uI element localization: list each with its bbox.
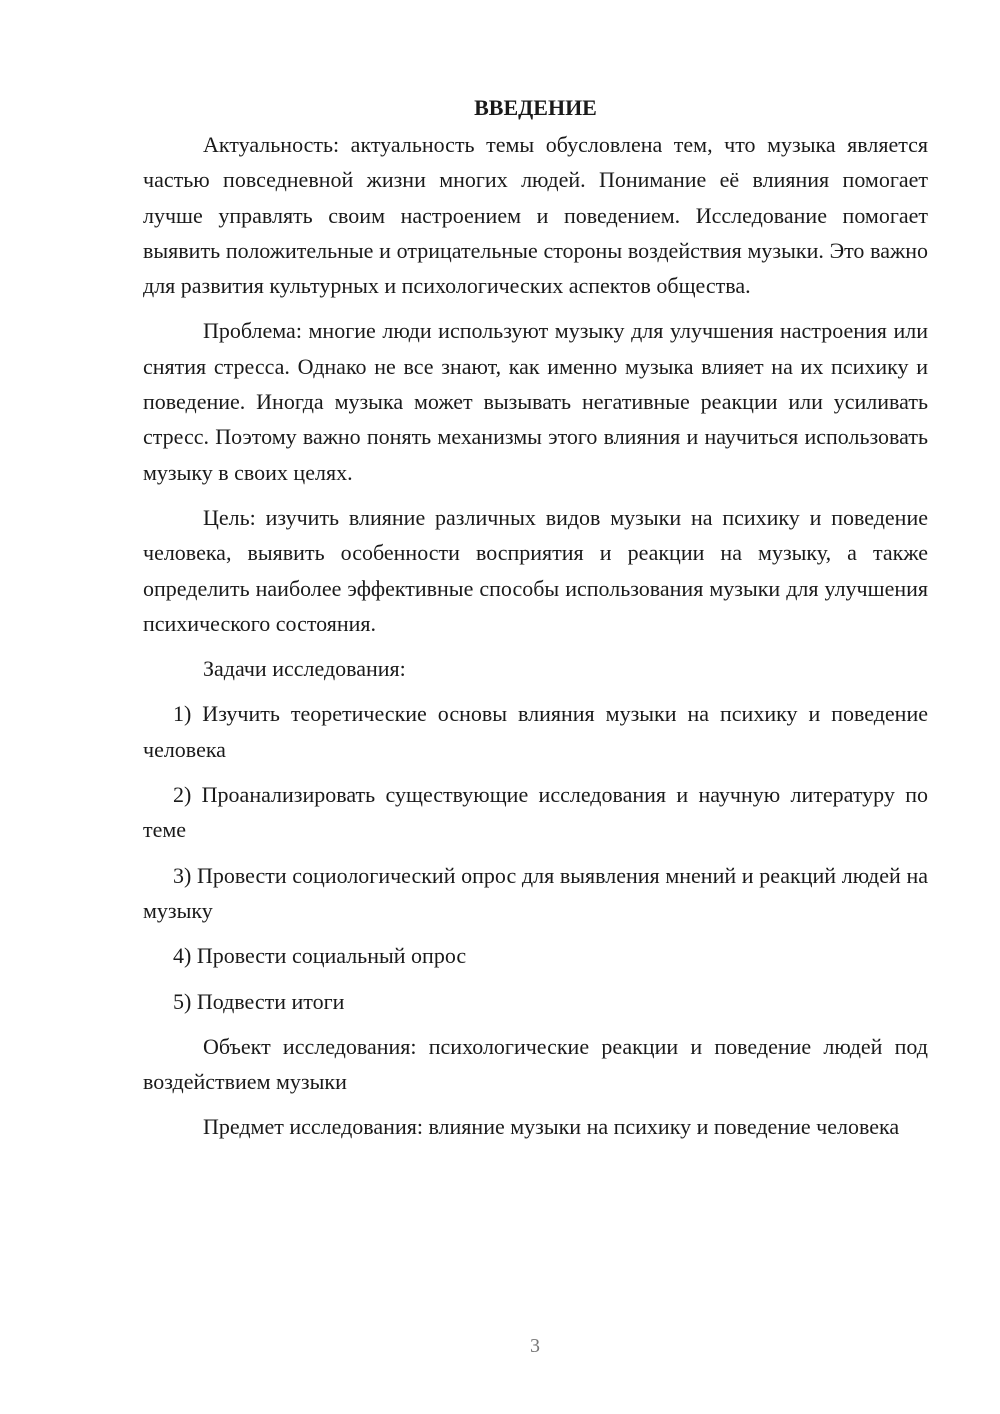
goal-paragraph: Цель: изучить влияние различных видов музыки на психику и поведение человека, выявить особенности восприятия и реакции на музыку, а также определить наиболее эффективные способы использования музыки для улучшения психического состояния. [143,504,928,636]
page-number: 3 [530,1335,540,1357]
tasks-heading: Задачи исследования: [203,656,406,682]
task-item-3: 3) Провести социологический опрос для выявления мнений и реакций людей на музыку [143,862,928,923]
subject-paragraph: Предмет исследования: влияние музыки на психику и поведение человека [203,1114,900,1140]
relevance-paragraph: Актуальность: актуальность темы обусловлена тем, что музыка является частью повседневной жизни многих людей. Понимание её влияния помогает лучше управлять своим настроением и поведением. Исследование помогает выявить положительные и отрицательные стороны воздействия музыки. Это важно для развития культурных и психологических аспектов общества. [143,132,928,299]
page-content [143,90,928,1155]
task-item-5: 5) Подвести итоги [173,988,345,1014]
task-item-2: 2) Проанализировать существующие исследования и научную литературу по теме [143,782,928,843]
object-paragraph: Объект исследования: психологические реакции и поведение людей под воздействием музыки [143,1033,928,1095]
problem-paragraph: Проблема: многие люди используют музыку для улучшения настроения или снятия стресса. Однако не все знают, как именно музыка влияет на их психику и поведение. Иногда музыка может вызывать негативные реакции или усиливать стресс. Поэтому важно понять механизмы этого влияния и научиться использовать музыку в своих целях. [143,318,928,485]
task-item-4: 4) Провести социальный опрос [173,943,467,969]
section-heading: ВВЕДЕНИЕ [474,95,597,120]
task-item-1: 1) Изучить теоретические основы влияния музыки на психику и поведение человека [143,701,928,762]
